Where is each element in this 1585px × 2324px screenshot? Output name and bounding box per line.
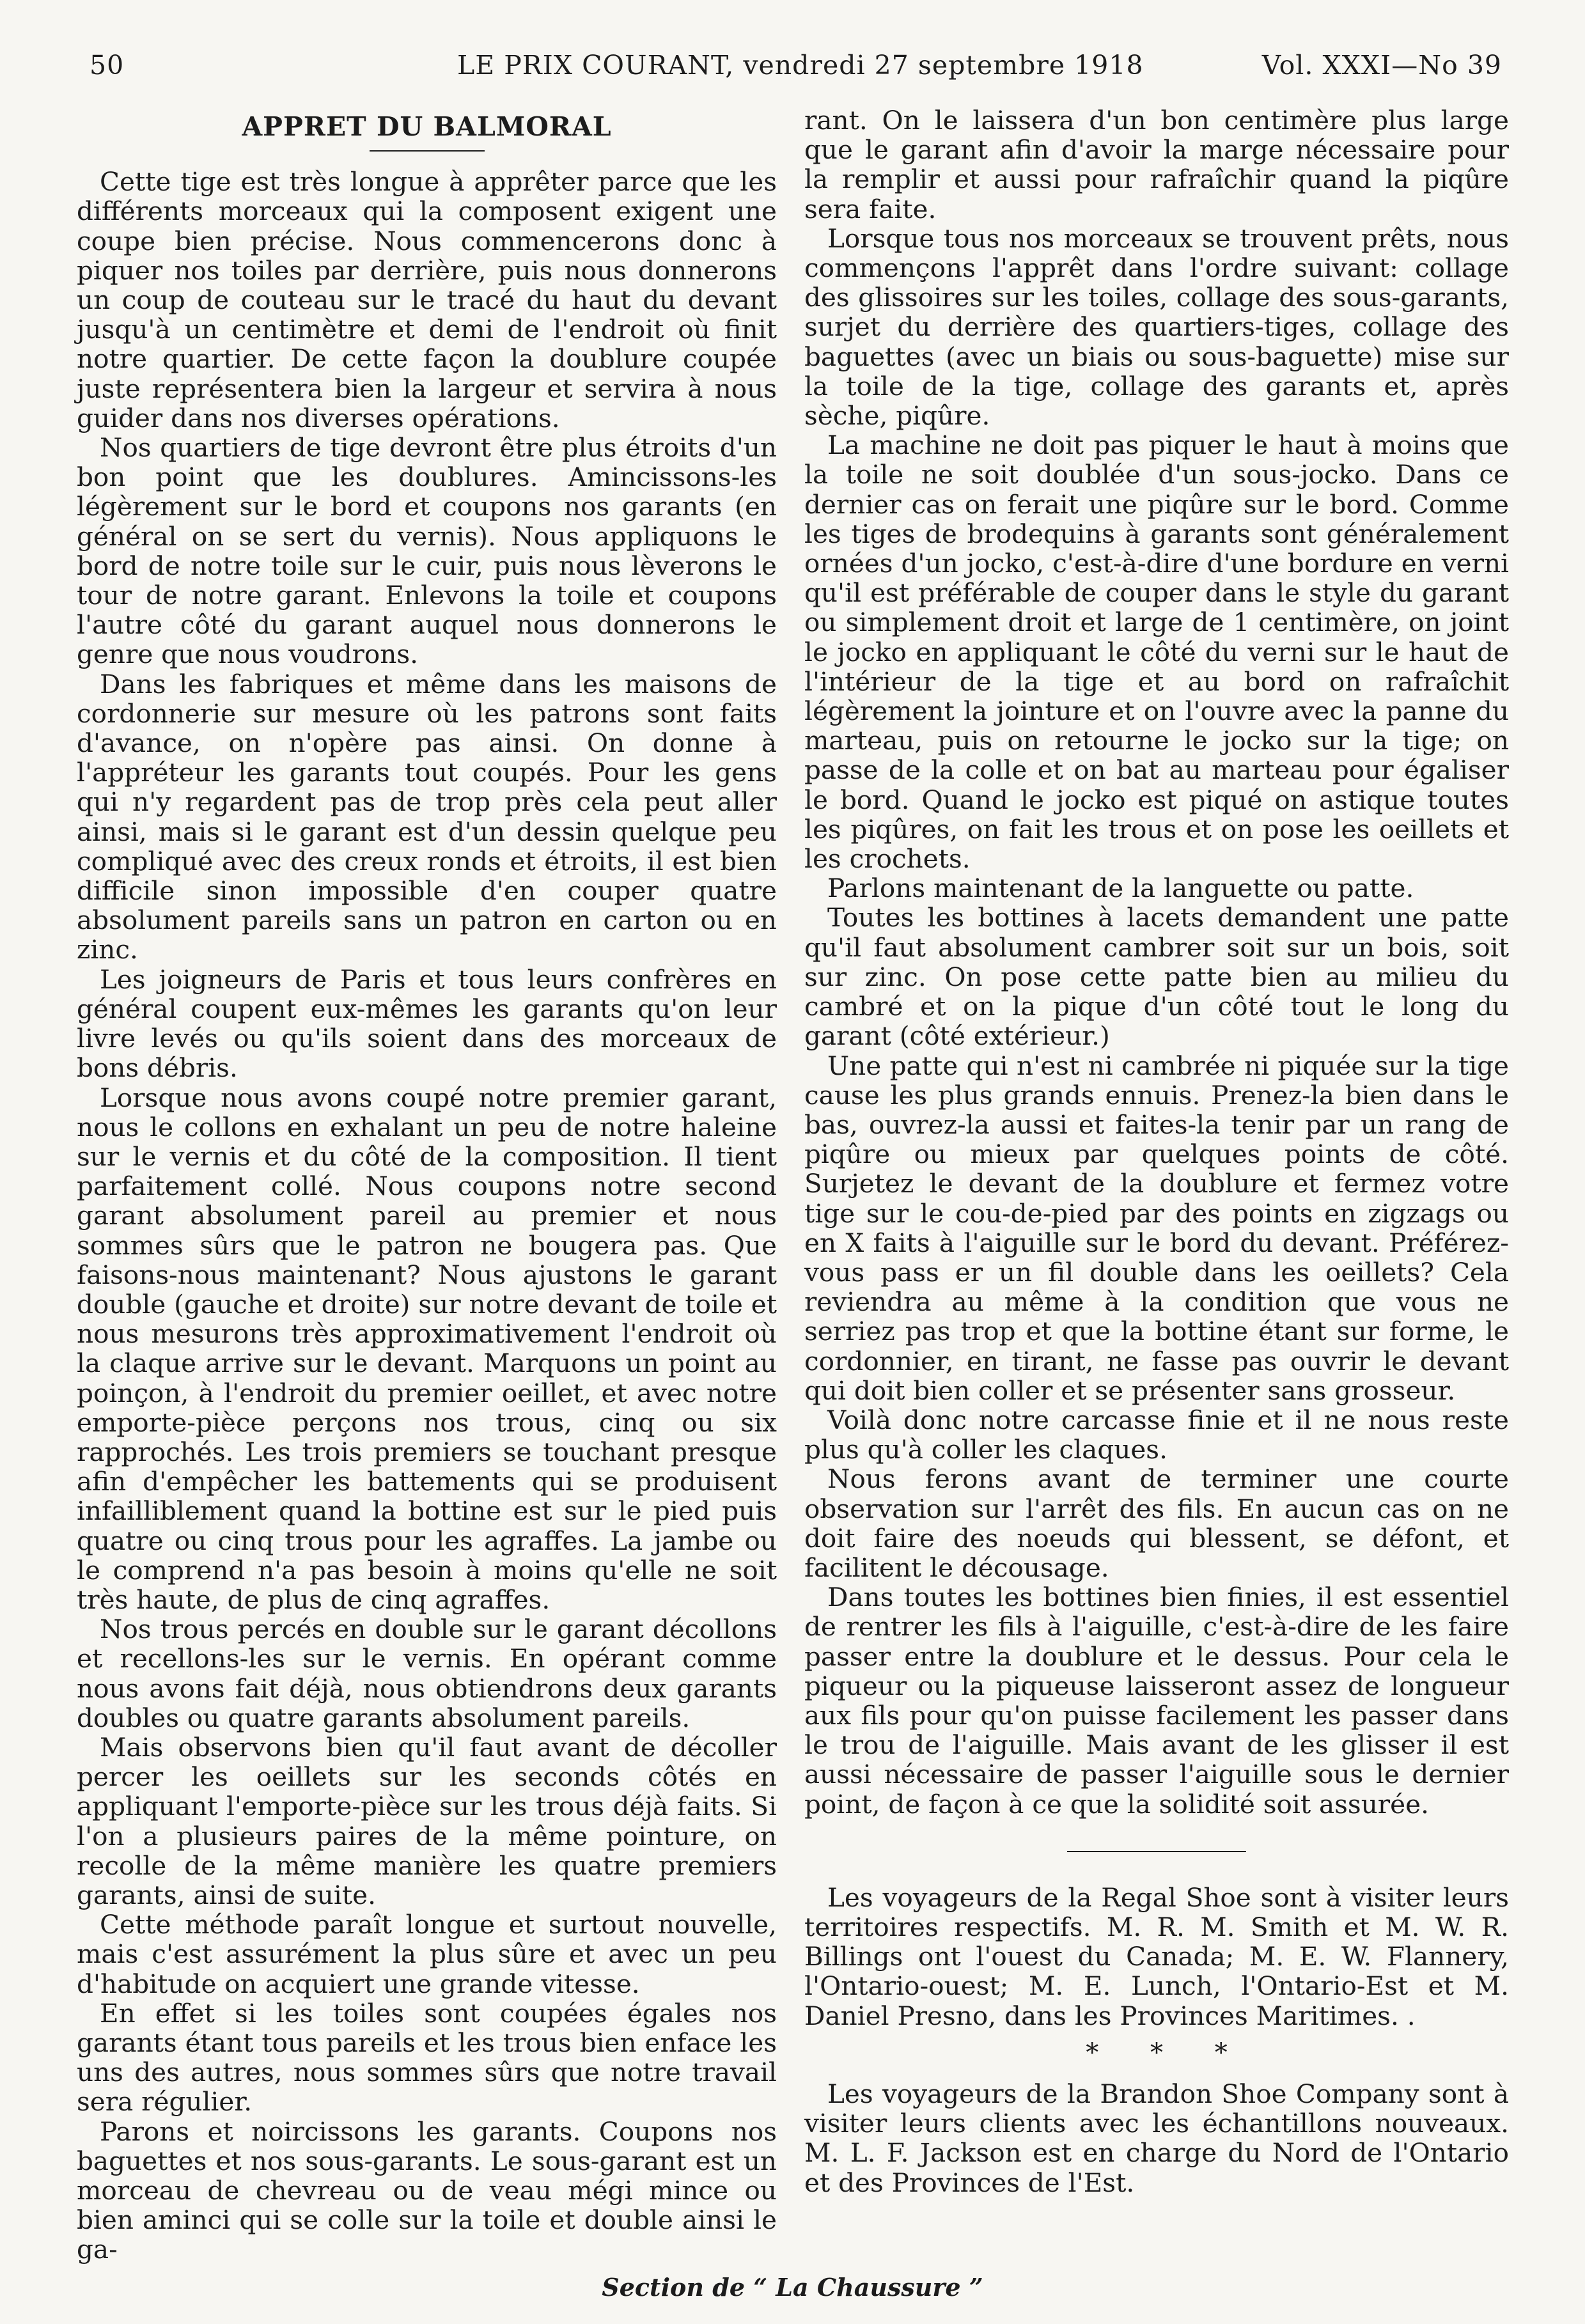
article-paragraph: Voilà donc notre carcasse finie et il ne nous reste plus qu'à coller les claques. — [804, 1404, 1509, 1465]
page-header — [90, 50, 1502, 95]
article-paragraph: Cette méthode paraît longue et surtout nouvelle, mais c'est assurément la plus sûre et avec un peu d'habitude on acquiert une grande vitesse. — [77, 1909, 777, 1999]
page-number: 50 — [90, 50, 125, 81]
article-paragraph: Parlons maintenant de la languette ou patte. — [827, 873, 1414, 904]
article-paragraph: Nos quartiers de tige devront être plus étroits d'un bon point que les doublures. Amincissons-les légèrement sur le bord et coupons nos garants (en général on se sert du vernis). Nous appliquons le bord de notre toile sur le cuir, puis nous lèverons le tour de notre garant. Enlevons la toile et coupons l'autre côté du garant auquel nous donnerons le genre que nous voudrons. — [77, 432, 777, 670]
article-paragraph: Cette tige est très longue à apprêter parce que les différents morceaux qui la composent exigent une coupe bien précise. Nous commencerons donc à piquer nos toiles par derrière, puis nous donnerons un coup de couteau sur le tracé du haut du devant jusqu'à un centimètre et demi de l'endroit où finit notre quartier. De cette façon la doublure coupée juste représentera bien la largeur et servira à nous guider dans nos diverses opérations. — [77, 166, 777, 433]
right-paragraphs — [804, 105, 1509, 1819]
title-rule — [370, 150, 485, 152]
article-paragraph: Les joigneurs de Paris et tous leurs confrères en général coupent eux-mêmes les garants qu'on leur livre levés ou qu'ils soient dans des morceaux de bons débris. — [77, 963, 777, 1084]
article-title: APPRET DU BALMORAL — [242, 111, 612, 142]
article-paragraph: Une patte qui n'est ni cambrée ni piquée sur la tige cause les plus grands ennuis. Prenez-la bien dans le bas, ouvrez-la aussi et faites-la tenir par un rang de piqûre ou mieux par quelques points de côté. Surjetez le devant de la doublure et fermez votre tige sur le cou-de-pied par des points en zigzags ou en X faits à l'aiguille sur le bord du devant. Préférez-vous pass er un fil double dans les oeillets? Cela reviendra au même à la condition que vous ne serriez pas trop et que la bottine étant sur forme, le cordonnier, en tirant, ne fasse pas ouvrir le devant qui doit bien coller et se présenter sans grosseur. — [804, 1050, 1509, 1406]
volume-number: Vol. XXXI—No 39 — [1261, 50, 1502, 81]
right-column — [804, 105, 1509, 2197]
article-paragraph: Dans les fabriques et même dans les maisons de cordonnerie sur mesure où les patrons sont faits d'avance, on n'opère pas ainsi. On donne à l'appréteur les garants tout coupés. Pour les gens qui n'y regardent pas de trop près cela peut aller ainsi, mais si le garant est d'un dessin quelque peu compliqué avec des creux ronds et étroits, il est bien difficile sinon impossible d'en couper quatre absolument pareils sans un patron en carton ou en zinc. — [77, 668, 777, 965]
article-paragraph: En effet si les toiles sont coupées égales nos garants étant tous pareils et les trous bien enface les uns des autres, nous sommes sûrs que notre travail sera régulier. — [77, 1997, 777, 2117]
notice-text: Les voyageurs de la Regal Shoe sont à visiter leurs territoires respectifs. M. R. M. Smith et M. W. R. Billings ont l'ouest du Canada; M. E. W. Flannery, l'Ontario-ouest; M. E. Lunch, l'Ontario-Est et M. Daniel Presno, dans les Provinces Maritimes. . — [804, 1882, 1509, 2031]
article-paragraph: Lorsque nous avons coupé notre premier garant, nous le collons en exhalant un peu de notre haleine sur le vernis et du côté de la composition. Il tient parfaitement collé. Nous coupons notre second garant absolument pareil au premier et nous sommes sûrs que le patron ne bougera pas. Que faisons-nous maintenant? Nous ajustons le garant double (gauche et droite) sur notre devant de toile et nous mesurons très approximativement l'endroit où la claque arrive sur le devant. Marquons un point au poinçon, à l'endroit du premier oeillet, et avec notre emporte-pièce perçons nos trous, cinq ou six rapprochés. Les trois premiers se touchant presque afin d'empêcher les battements qui se produisent infailliblement quand la bottine est sur le pied puis quatre ou cinq trous pour les agraffes. La jambe ou le comprend n'a pas besoin à moins qu'elle ne soit très haute, de plus de cinq agraffes. — [77, 1082, 777, 1615]
article-paragraph: Lorsque tous nos morceaux se trouvent prêts, nous commençons l'apprêt dans l'ordre suivant: collage des glissoires sur les toiles, collage des sous-garants, surjet du derrière des quartiers-tiges, collage des baguettes (avec un biais ou sous-baguette) mise sur la toile de la tige, collage des garants et, après sèche, piqûre. — [804, 222, 1509, 432]
article-paragraph: rant. On le laissera d'un bon centimère plus large que le garant afin d'avoir la marge nécessaire pour la remplir et aussi pour rafraîchir quand la piqûre sera faite. — [804, 105, 1509, 224]
publication-title: LE PRIX COURANT, vendredi 27 septembre 1918 — [457, 50, 1144, 81]
article-paragraph: Toutes les bottines à lacets demandent une patte qu'il faut absolument cambrer soit sur un bois, soit sur zinc. On pose cette patte bien au milieu du cambré et on la pique d'un côté tout le long du garant (côté extérieur.) — [804, 902, 1509, 1052]
separator-stars: * * * — [1086, 2038, 1249, 2068]
article-paragraph: Mais observons bien qu'il faut avant de décoller percer les oeillets sur les seconds côtés en appliquant l'emporte-pièce sur les trous déjà faits. Si l'on a plusieurs paires de la même pointure, on recolle de la même manière les quatre premiers garants, ainsi de suite. — [77, 1731, 777, 1910]
section-rule — [1067, 1851, 1246, 1852]
notice-regal — [804, 1883, 1509, 2031]
left-paragraphs — [77, 167, 777, 2264]
article-paragraph: Dans toutes les bottines bien finies, il est essentiel de rentrer les fils à l'aiguille, c'est-à-dire de les faire passer entre la doublure et le dessus. Pour cela le piqueur ou la piqueuse laisseront assez de longueur aux fils pour qu'on puisse facilement les passer dans le trou de l'aiguille. Mais avant de les glisser il est aussi nécessaire de passer l'aiguille sous le dernier point, de façon à ce que la solidité soit assurée. — [804, 1582, 1509, 1820]
article-paragraph: Nous ferons avant de terminer une courte observation sur l'arrêt des fils. En aucun cas on ne doit faire des noeuds qui blessent, se défont, et facilitent le décousage. — [804, 1463, 1509, 1583]
notice-text: Les voyageurs de la Brandon Shoe Company sont à visiter leurs clients avec les échantillons nouveaux. M. L. F. Jackson est en charge du Nord de l'Ontario et des Provinces de l'Est. — [804, 2078, 1509, 2198]
article-paragraph: Parons et noircissons les garants. Coupons nos baguettes et nos sous-garants. Le sous-garant est un morceau de chevreau ou de veau mégi mince ou bien aminci qui se colle sur la toile et double ainsi le ga- — [77, 2116, 777, 2265]
left-column — [77, 105, 777, 2265]
article-paragraph: Nos trous percés en double sur le garant décollons et recellons-les sur le vernis. En opérant comme nous avons fait déjà, nous obtiendrons deux garants doubles ou quatre garants absolument pareils. — [77, 1614, 777, 1733]
section-footer: Section de “ La Chaussure ” — [602, 2273, 983, 2302]
article-paragraph: La machine ne doit pas piquer le haut à moins que la toile ne soit doublée d'un sous-jocko. Dans ce dernier cas on ferait une piqûre sur le bord. Comme les tiges de brodequins à garants sont généralement ornées d'un jocko, c'est-à-dire d'une bordure en verni qu'il est préférable de couper dans le style du garant ou simplement droit et large de 1 centimère, on joint le jocko en appliquant le côté du verni sur le haut de l'intérieur de la tige et au bord on rafraîchit légèrement la jointure et on l'ouvre avec la panne du marteau, puis on retourne le jocko sur la tige; on passe de la colle et on bat au marteau pour égaliser le bord. Quand le jocko est piqué on astique toutes les piqûres, on fait les trous et on pose les oeillets et les crochets. — [804, 430, 1509, 875]
notice-brandon — [804, 2079, 1509, 2197]
